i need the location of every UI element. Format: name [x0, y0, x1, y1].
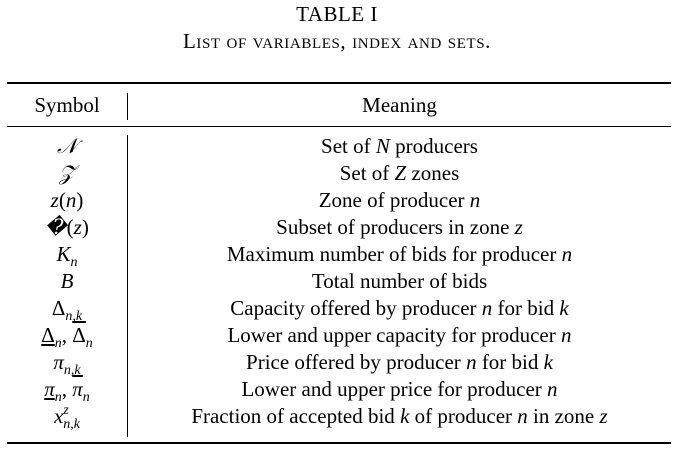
symbol-cell: $\Delta_n$, $\overline{\Delta}_n$: [41, 323, 93, 352]
symbol-cell: $\pi_n$, $\overline{\pi}_n$: [44, 377, 90, 406]
meaning-cell: Set of N producers: [321, 134, 478, 158]
meaning-cell: Lower and upper capacity for producer n: [227, 323, 572, 347]
bottom-rule: [7, 442, 671, 444]
symbol-cell: B: [60, 269, 74, 293]
header-rule: [7, 126, 671, 127]
table-row: [7, 295, 671, 325]
header-meaning: Meaning: [362, 93, 437, 117]
meaning-cell: Price offered by producer n for bid k: [246, 350, 553, 374]
symbol-cell: 𝒵: [59, 161, 75, 185]
table-row: [7, 214, 671, 241]
meaning-cell: Zone of producer n: [318, 188, 481, 212]
symbol-cell: 𝒩: [56, 134, 78, 158]
meaning-cell: Maximum number of bids for producer n: [226, 242, 573, 266]
meaning-cell: Total number of bids: [311, 269, 488, 293]
meaning-cell: Lower and upper price for producer n: [241, 377, 558, 401]
meaning-cell: Capacity offered by producer n for bid k: [230, 296, 569, 320]
meaning-cell: Set of Z zones: [339, 161, 460, 185]
symbol-cell: $K_n$: [56, 242, 78, 271]
table-row: [7, 187, 671, 214]
top-rule: [7, 82, 671, 84]
symbol-cell: $\Delta_{n,k}$: [51, 296, 83, 325]
table-row: [7, 322, 671, 352]
symbol-cell: x z n,k: [53, 403, 81, 433]
table-row: [7, 403, 671, 433]
table-row: [7, 160, 671, 187]
table-subtitle: List of variables, index and sets.: [182, 29, 492, 53]
table-title: TABLE I: [296, 2, 378, 26]
meaning-cell: Fraction of accepted bid k of producer n in zone z: [191, 404, 608, 428]
symbol-cell: $\pi_{n,k}$: [53, 350, 81, 379]
table-row: [7, 376, 671, 406]
table-row: [7, 241, 671, 271]
table-row: [7, 349, 671, 379]
table-row: [7, 133, 671, 160]
meaning-cell: Subset of producers in zone z: [276, 215, 523, 239]
table-row: [7, 268, 671, 295]
symbol-cell: �(z): [45, 215, 89, 239]
header-symbol: Symbol: [34, 93, 100, 117]
symbol-cell: z(n): [50, 188, 84, 212]
